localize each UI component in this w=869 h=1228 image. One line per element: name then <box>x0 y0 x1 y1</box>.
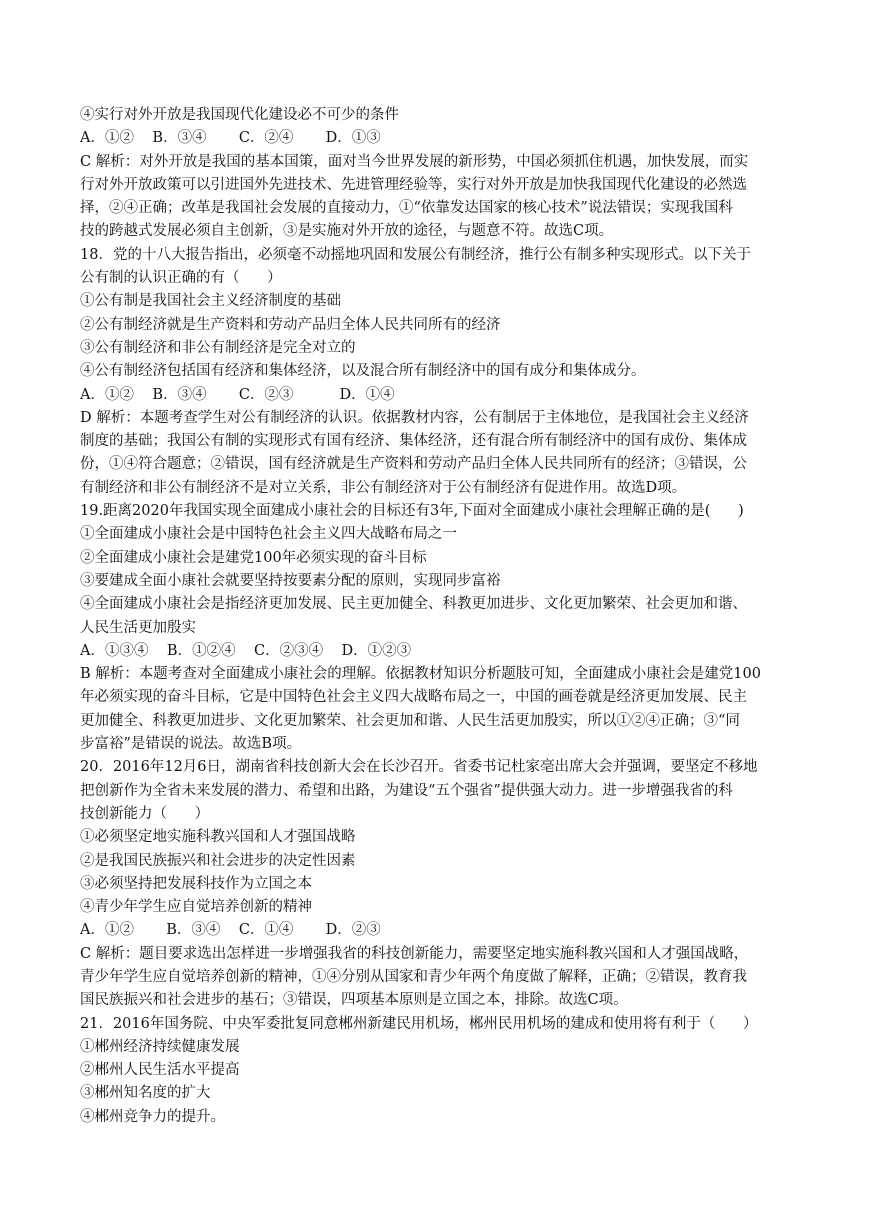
statement-21-3: ③郴州知名度的扩大 <box>80 1085 211 1102</box>
question-20: 20．2016年12月6日，湖南省科技创新大会在长沙召开。省委书记杜家亳出席大会并强调，要坚定不移地 <box>80 759 758 776</box>
explanation-17: 择，②④正确；改革是我国社会发展的直接动力，①“依靠发达国家的核心技术”说法错误；实现我国科 <box>80 200 733 217</box>
answer-choices-19: A．①③④ B．①②④ C．②③④ D．①②③ <box>80 642 412 659</box>
explanation-20: 青少年学生应自觉培养创新的精神，①④分别从国家和青少年两个角度做了解释，正确；②错误，教育我 <box>80 968 747 985</box>
statement-21-4: ④郴州竞争力的提升。 <box>80 1108 225 1125</box>
statement-20-2: ②是我国民族振兴和社会进步的决定性因素 <box>80 852 356 869</box>
statement-20-3: ③必须坚持把发展科技作为立国之本 <box>80 875 312 892</box>
explanation-19: 年必须实现的奋斗目标，它是中国特色社会主义四大战略布局之一，中国的画卷就是经济更加发展、民主 <box>80 689 747 706</box>
answer-choices-20: A．①② B．③④ C．①④ D．②③ <box>80 922 381 939</box>
explanation-20: 国民族振兴和社会进步的基石；③错误，四项基本原则是立国之本，排除。故选C项。 <box>80 992 628 1009</box>
explanation-19: B 解析：本题考查对全面建成小康社会的理解。依据教材知识分析题肢可知，全面建成小康社会是建党100 <box>80 666 761 683</box>
answer-choices-18: A．①② B．③④ C．②③ D．①④ <box>80 386 395 403</box>
statement-21-1: ①郴州经济持续健康发展 <box>80 1038 240 1055</box>
explanation-18: 有制经济和非公有制经济不是对立关系，非公有制经济对于公有制经济有促进作用。故选D项。 <box>80 479 687 496</box>
statement-19-4: ④全面建成小康社会是指经济更加发展、民主更加健全、科教更加进步、文化更加繁荣、社会更加和谐、 <box>80 596 747 613</box>
statement-20-1: ①必须坚定地实施科教兴国和人才强国战略 <box>80 829 356 846</box>
statement-18-1: ①公有制是我国社会主义经济制度的基础 <box>80 293 341 310</box>
option-line-4-prev: ④实行对外开放是我国现代化建设必不可少的条件 <box>80 107 399 123</box>
document-body <box>80 104 792 1129</box>
explanation-17: 行对外开放政策可以引进国外先进技术、先进管理经验等，实行对外开放是加快我国现代化建设的必然选 <box>80 176 747 193</box>
statement-18-3: ③公有制经济和非公有制经济是完全对立的 <box>80 339 356 356</box>
explanation-18: 制度的基础；我国公有制的实现形式有国有经济、集体经济，还有混合所有制经济中的国有成份、集体成 <box>80 433 747 450</box>
question-19: 19.距离2020年我国实现全面建成小康社会的目标还有3年,下面对全面建成小康社会理解正确的是( ) <box>80 503 744 520</box>
question-18: 公有制的认识正确的有（ ） <box>80 270 282 287</box>
explanation-19: 更加健全、科教更加进步、文化更加繁荣、社会更加和谐、人民生活更加殷实，所以①②④正确；③“同 <box>80 712 740 729</box>
statement-18-2: ②公有制经济就是生产资料和劳动产品归全体人民共同所有的经济 <box>80 316 501 333</box>
question-20: 把创新作为全省未来发展的潜力、希望和出路，为建设“五个强省”提供强大动力。进一步增强我省的科 <box>80 782 733 799</box>
explanation-19: 步富裕”是错误的说法。故选B项。 <box>80 736 302 753</box>
statement-21-2: ②郴州人民生活水平提高 <box>80 1062 240 1079</box>
question-18: 18．党的十八大报告指出，必须毫不动摇地巩固和发展公有制经济，推行公有制多种实现形式。以下关于 <box>80 246 751 263</box>
explanation-18: D 解析：本题考查学生对公有制经济的认识。依据教材内容，公有制居于主体地位，是我国社会主义经济 <box>80 409 749 426</box>
explanation-17: 技的跨越式发展必须自主创新，③是实施对外开放的途径，与题意不符。故选C项。 <box>80 223 614 240</box>
statement-19-3: ③要建成全面小康社会就要坚持按要素分配的原则，实现同步富裕 <box>80 572 501 589</box>
question-21: 21．2016年国务院、中央军委批复同意郴州新建民用机场，郴州民用机场的建成和使用将有利于（ ） <box>80 1015 758 1032</box>
question-20: 技创新能力（ ） <box>80 805 210 822</box>
statement-18-4: ④公有制经济包括国有经济和集体经济，以及混合所有制经济中的国有成分和集体成分。 <box>80 363 646 380</box>
statement-19-2: ②全面建成小康社会是建党100年必须实现的奋斗目标 <box>80 549 427 566</box>
statement-19-1: ①全面建成小康社会是中国特色社会主义四大战略布局之一 <box>80 526 457 543</box>
statement-20-4: ④青少年学生应自觉培养创新的精神 <box>80 899 312 916</box>
explanation-17: C 解析：对外开放是我国的基本国策，面对当今世界发展的新形势，中国必须抓住机遇，加快发展，而实 <box>80 153 749 170</box>
answer-choices-17: A．①② B．③④ C．②④ D．①③ <box>80 130 381 147</box>
statement-19-4: 人民生活更加殷实 <box>80 619 196 636</box>
explanation-20: C 解析：题目要求选出怎样进一步增强我省的科技创新能力，需要坚定地实施科教兴国和人才强国战略， <box>80 945 749 962</box>
explanation-18: 份，①④符合题意；②错误，国有经济就是生产资料和劳动产品归全体人民共同所有的经济；③错误，公 <box>80 456 747 473</box>
